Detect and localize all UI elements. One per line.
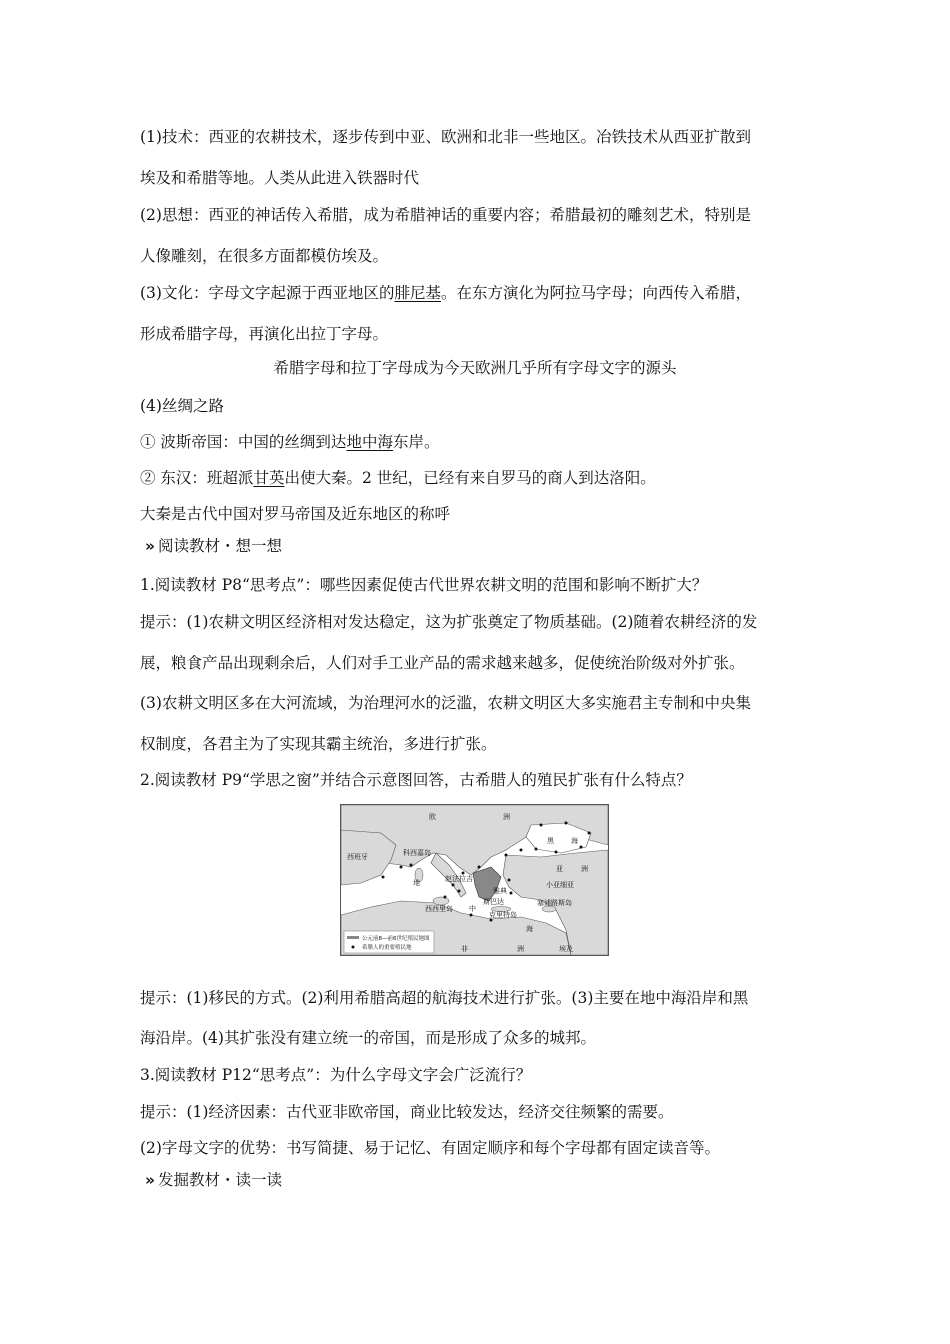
section-title: 阅读教材・想一想 xyxy=(158,537,283,555)
map-label: 非 xyxy=(461,945,468,953)
text-line: 人像雕刻，在很多方面都模仿埃及。 xyxy=(140,247,389,265)
answer-line: (2)字母文字的优势：书写简捷、易于记忆、有固定顺序和每个字母都有固定读音等。 xyxy=(140,1139,720,1157)
text-span: 东岸。 xyxy=(392,433,440,451)
map-label: 埃及 xyxy=(559,945,573,953)
map-label: 赵法拉吉 xyxy=(445,875,473,883)
question: 1.阅读教材 P8“思考点”：哪些因素促使古代世界农耕文明的范围和影响不断扩大？ xyxy=(140,576,708,594)
map-label: 中 xyxy=(469,905,476,913)
map-label: 科西嘉岛 xyxy=(403,849,431,857)
map-label: 西西里岛 xyxy=(425,905,453,913)
section-title: 发掘教材・读一读 xyxy=(158,1171,283,1189)
legend-text: 公元前8—前6世纪殖民地图 xyxy=(362,936,430,942)
text-line: (4)丝绸之路 xyxy=(140,397,224,415)
map-label: 塞浦路斯岛 xyxy=(537,899,572,907)
centered-note: 希腊字母和拉丁字母成为今天欧洲几乎所有字母文字的源头 xyxy=(273,359,677,377)
text-span: ② 东汉：班超派 xyxy=(140,469,254,487)
map-svg xyxy=(341,805,608,955)
section-header xyxy=(145,536,282,556)
sicily-island xyxy=(433,897,449,905)
question: 2.阅读教材 P9“学思之窗”并结合示意图回答，古希腊人的殖民扩张有什么特点？ xyxy=(140,771,692,789)
map-label: 西班牙 xyxy=(347,853,368,861)
map-label: 雅典 xyxy=(493,887,507,895)
text-span: 。在东方演化为阿拉马字母；向西传入希腊， xyxy=(440,284,751,302)
text-span: (3)文化：字母文字起源于西亚地区的 xyxy=(140,284,395,302)
map-label: 欧 xyxy=(429,813,436,821)
map-label: 黑 xyxy=(547,837,554,845)
map-label: 地 xyxy=(413,879,420,887)
text-span: 出使大秦。2 世纪，已经有来自罗马的商人到达洛阳。 xyxy=(284,469,656,487)
map-label: 洲 xyxy=(517,945,524,953)
legend-swatch xyxy=(347,936,359,939)
question: 3.阅读教材 P12“思考点”：为什么字母文字会广泛流行？ xyxy=(140,1066,532,1084)
text-line xyxy=(140,168,419,188)
text-line xyxy=(140,283,751,303)
legend-text: 希腊人的重要殖民地 xyxy=(362,945,412,951)
answer-line: 展，粮食产品出现剩余后，人们对手工业产品的需求越来越多，促使统治阶级对外扩张。 xyxy=(140,654,745,672)
map-label: 海 xyxy=(526,925,533,933)
text-line: 大秦是古代中国对罗马帝国及近东地区的称呼 xyxy=(140,505,451,523)
answer-line: 提示：(1)农耕文明区经济相对发达稳定，这为扩张奠定了物质基础。(2)随着农耕经济的发 xyxy=(140,613,758,631)
underlined-term: 地中海 xyxy=(346,433,393,451)
map-label: 海 xyxy=(571,837,578,845)
chevron-icon: » xyxy=(145,1171,153,1189)
text-line xyxy=(140,432,439,452)
answer-line: (3)农耕文明区多在大河流域，为治理河水的泛滥，农耕文明区大多实施君主专制和中央集 xyxy=(140,694,751,712)
answer-line: 提示：(1)经济因素：古代亚非欧帝国，商业比较发达，经济交往频繁的需要。 xyxy=(140,1103,674,1121)
underlined-term: 甘英 xyxy=(253,469,285,487)
text-line: 形成希腊字母，再演化出拉丁字母。 xyxy=(140,325,389,343)
map-label: 克里特岛 xyxy=(489,911,517,919)
map-label: 亚 xyxy=(556,865,563,873)
text-line: (1)技术：西亚的农耕技术，逐步传到中亚、欧洲和北非一些地区。冶铁技术从西亚扩散到 xyxy=(140,128,751,146)
text-line xyxy=(140,468,656,488)
section-header xyxy=(145,1170,282,1190)
map-label: 斯巴达 xyxy=(483,898,504,906)
underlined-term: 腓尼基 xyxy=(394,284,441,302)
legend-dot xyxy=(352,946,355,949)
greek-colonization-map xyxy=(340,804,609,956)
map-label: 小亚细亚 xyxy=(546,881,574,889)
chevron-icon: » xyxy=(145,537,153,555)
answer-line: 海沿岸。(4)其扩张没有建立统一的帝国，而是形成了众多的城邦。 xyxy=(140,1029,596,1047)
map-label: 洲 xyxy=(581,865,588,873)
text-line: (2)思想：西亚的神话传入希腊，成为希腊神话的重要内容；希腊最初的雕刻艺术，特别是 xyxy=(140,206,751,224)
text-span: 埃及和希腊等地。人类从此进入铁器时代 xyxy=(140,169,420,187)
answer-line: 提示：(1)移民的方式。(2)利用希腊高超的航海技术进行扩张。(3)主要在地中海沿岸和黑 xyxy=(140,989,749,1007)
answer-line: 权制度，各君主为了实现其霸主统治，多进行扩张。 xyxy=(140,735,497,753)
map-label: 洲 xyxy=(503,813,510,821)
text-span: ① 波斯帝国：中国的丝绸到达 xyxy=(140,433,347,451)
